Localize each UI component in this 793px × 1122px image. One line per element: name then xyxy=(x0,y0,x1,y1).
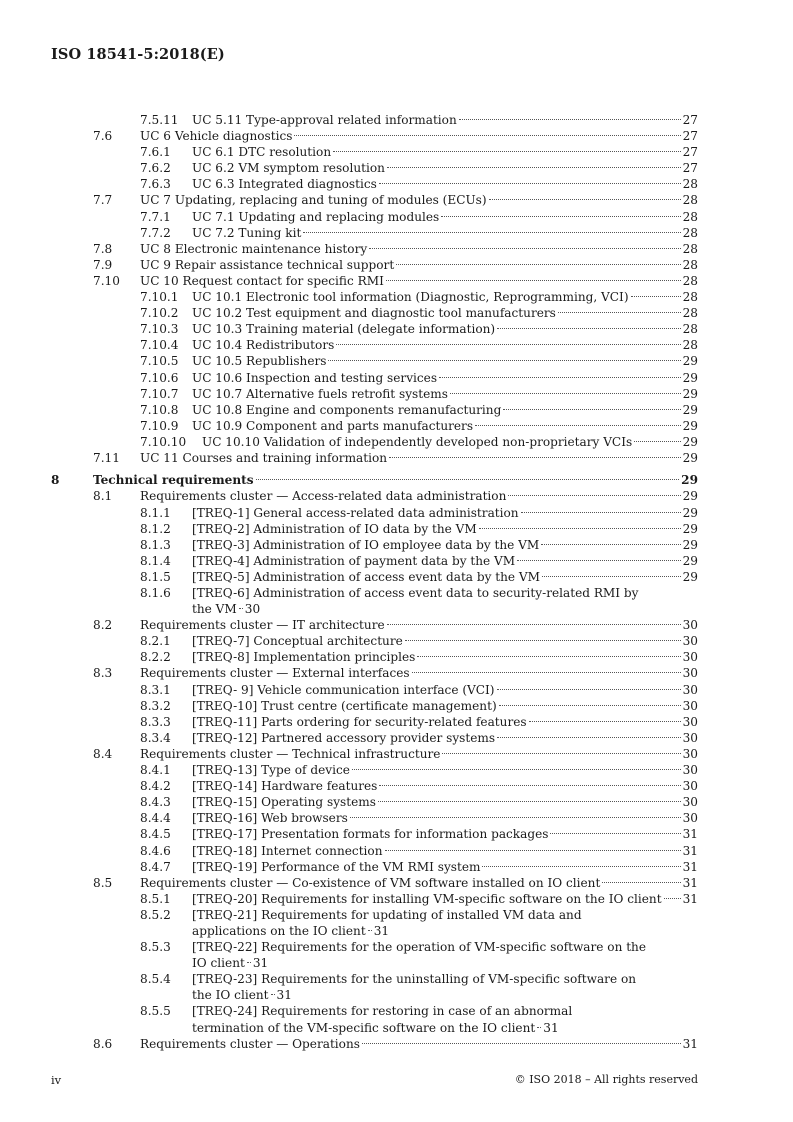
toc-entry-number: 8.4.5 xyxy=(140,827,171,842)
toc-entry-title: [TREQ-23] Requirements for the uninstalling of VM-specific software on xyxy=(192,972,637,987)
toc-entry-page: 29 xyxy=(682,370,698,385)
toc-entry-title: UC 7.1 Updating and replacing modules xyxy=(192,209,440,224)
toc-entry-title: [TREQ-20] Requirements for installing VM-specific software on the IO client xyxy=(192,891,662,906)
toc-entry-title: Requirements cluster — Access-related data administration xyxy=(140,489,507,504)
toc-entry-title-continued: the IO client xyxy=(192,988,269,1003)
toc-entry-page: 29 xyxy=(682,521,698,536)
toc-leader-dots xyxy=(497,737,681,738)
toc-entry-number: 8.5.2 xyxy=(140,907,171,922)
toc-leader-dots xyxy=(333,151,681,152)
toc-leader-dots xyxy=(529,721,681,722)
toc-entry-page: 29 xyxy=(682,402,698,417)
toc-leader-dots xyxy=(379,183,681,184)
toc-entry-title: [TREQ-5] Administration of access event data by the VM xyxy=(192,569,541,584)
toc-entry-number: 8.4 xyxy=(93,746,113,761)
toc-entry-title: Requirements cluster — External interfaces xyxy=(140,666,410,681)
toc-entry-page: 31 xyxy=(373,923,390,938)
toc-entry[interactable] xyxy=(0,794,793,810)
toc-leader-dots xyxy=(450,393,681,394)
toc-entry-title: Technical requirements xyxy=(93,473,254,488)
toc-entry-page: 28 xyxy=(682,273,698,288)
toc-leader-dots xyxy=(489,199,681,200)
toc-leader-dots xyxy=(412,672,681,673)
toc-entry-title: Requirements cluster — Co-existence of VM software installed on IO client xyxy=(140,875,601,890)
toc-entry-title: Requirements cluster — Technical infrastructure xyxy=(140,746,441,761)
toc-entry-title: [TREQ-22] Requirements for the operation of VM-specific software on the xyxy=(192,940,647,955)
toc-entry-title: [TREQ-18] Internet connection xyxy=(192,843,383,858)
toc-entry[interactable] xyxy=(0,321,793,337)
toc-entry-title: UC 10.5 Republishers xyxy=(192,354,327,369)
toc-entry-number: 7.10.4 xyxy=(140,338,179,353)
toc-entry[interactable] xyxy=(0,488,793,504)
toc-entry[interactable] xyxy=(0,450,793,466)
toc-entry-page: 28 xyxy=(682,290,698,305)
toc-entry-number: 8.4.2 xyxy=(140,779,171,794)
toc-entry-title: UC 5.11 Type-approval related information xyxy=(192,113,457,127)
page-number: iv xyxy=(51,1073,62,1087)
toc-entry-number: 8.5.5 xyxy=(140,1004,171,1019)
toc-entry[interactable] xyxy=(0,569,793,585)
toc-leader-dots xyxy=(497,328,680,329)
toc-entry-number: 7.5.11 xyxy=(140,113,179,127)
toc-entry-number: 7.6.3 xyxy=(140,177,171,192)
toc-leader-dots xyxy=(497,689,681,690)
toc-leader-dots xyxy=(336,344,680,345)
toc-entry-number: 8.1.5 xyxy=(140,569,171,584)
toc-entry-title-continued: IO client xyxy=(192,956,245,971)
toc-entry[interactable] xyxy=(0,778,793,794)
toc-entry[interactable] xyxy=(0,370,793,386)
toc-leader-dots xyxy=(479,528,681,529)
toc-entry-title: [TREQ-3] Administration of IO employee data by the VM xyxy=(192,537,540,552)
toc-entry-title: [TREQ-21] Requirements for updating of installed VM data and xyxy=(192,907,582,922)
toc-entry-page: 30 xyxy=(682,714,698,729)
toc-entry-number: 8.1.2 xyxy=(140,521,171,536)
toc-entry-page: 31 xyxy=(682,827,698,842)
toc-entry-number: 8.5.1 xyxy=(140,891,171,906)
toc-entry-title: [TREQ-4] Administration of payment data by the VM xyxy=(192,553,516,568)
toc-entry[interactable] xyxy=(0,241,793,257)
toc-leader-dots xyxy=(247,962,251,963)
toc-entry-number: 7.11 xyxy=(93,450,120,465)
toc-entry-number: 8.6 xyxy=(93,1036,113,1051)
toc-entry-page: 31 xyxy=(543,1020,559,1035)
toc-leader-dots xyxy=(537,1027,541,1028)
toc-entry[interactable] xyxy=(0,859,793,875)
toc-entry-page: 31 xyxy=(682,843,698,858)
toc-leader-dots xyxy=(328,360,680,361)
toc-leader-dots xyxy=(459,119,681,120)
toc-entry-page: 28 xyxy=(682,241,698,256)
toc-entry-title-continued: applications on the IO client xyxy=(192,923,366,938)
toc-entry[interactable] xyxy=(0,144,793,160)
toc-entry-number: 7.10.1 xyxy=(140,290,179,305)
toc-entry-number: 7.7.2 xyxy=(140,225,171,240)
toc-entry-page: 30 xyxy=(682,811,698,826)
toc-entry-number: 7.6.2 xyxy=(140,161,171,176)
toc-entry[interactable] xyxy=(0,289,793,305)
toc-entry-number: 7.10.5 xyxy=(140,354,179,369)
toc-entry[interactable] xyxy=(0,176,793,192)
toc-entry[interactable] xyxy=(0,746,793,762)
toc-entry-title: [TREQ-1] General access-related data administration xyxy=(192,505,519,520)
toc-entry-title: UC 7.2 Tuning kit xyxy=(192,225,302,240)
toc-leader-dots xyxy=(558,312,681,313)
toc-entry[interactable] xyxy=(0,665,793,681)
toc-entry[interactable] xyxy=(0,386,793,402)
toc-leader-dots xyxy=(362,1043,681,1044)
toc-entry-title: UC 10.9 Component and parts manufacturers xyxy=(192,418,474,433)
toc-entry-number: 8.1.1 xyxy=(140,505,171,520)
toc-entry-number: 8.3.3 xyxy=(140,714,171,729)
toc-entry-title-continued: the VM xyxy=(192,602,237,617)
toc-entry-page: 29 xyxy=(682,434,698,449)
toc-entry[interactable] xyxy=(0,521,793,537)
toc-entry[interactable] xyxy=(0,537,793,553)
toc-entry[interactable] xyxy=(0,305,793,321)
toc-entry-page: 31 xyxy=(276,988,292,1003)
toc-entry-title: UC 10.10 Validation of independently developed non-proprietary VCIs xyxy=(202,434,633,449)
toc-entry-number: 8.1.6 xyxy=(140,586,171,601)
toc-entry-page: 30 xyxy=(682,698,698,713)
toc-entry-page: 28 xyxy=(682,225,698,240)
toc-entry[interactable] xyxy=(0,939,793,971)
toc-entry-title: [TREQ-14] Hardware features xyxy=(192,779,378,794)
toc-entry-title: UC 10.4 Redistributors xyxy=(192,338,335,353)
toc-leader-dots xyxy=(352,769,681,770)
toc-entry[interactable] xyxy=(0,402,793,418)
toc-entry-page: 30 xyxy=(682,618,698,633)
toc-entry[interactable] xyxy=(0,633,793,649)
toc-entry[interactable] xyxy=(0,337,793,353)
copyright-notice: © ISO 2018 – All rights reserved xyxy=(514,1073,698,1086)
toc-leader-dots xyxy=(503,409,680,410)
toc-entry-title: UC 6 Vehicle diagnostics xyxy=(140,129,293,144)
toc-entry-title: [TREQ-8] Implementation principles xyxy=(192,650,416,665)
toc-entry-title: UC 11 Courses and training information xyxy=(140,450,388,465)
toc-leader-dots xyxy=(499,705,681,706)
toc-entry[interactable] xyxy=(0,714,793,730)
toc-entry-page: 30 xyxy=(682,682,698,697)
toc-entry[interactable] xyxy=(0,891,793,907)
toc-entry-title: UC 7 Updating, replacing and tuning of modules (ECUs) xyxy=(140,193,487,208)
toc-entry-page: 29 xyxy=(682,489,698,504)
toc-entry-title: UC 10.3 Training material (delegate information) xyxy=(192,322,496,337)
toc-entry[interactable] xyxy=(0,875,793,891)
toc-entry-number: 8.5.3 xyxy=(140,940,171,955)
toc-entry[interactable] xyxy=(0,273,793,289)
toc-entry-title: [TREQ-13] Type of device xyxy=(192,763,350,778)
toc-leader-dots xyxy=(239,608,243,609)
toc-entry-title: [TREQ- 9] Vehicle communication interface (VCI) xyxy=(192,682,495,697)
toc-entry-page: 31 xyxy=(682,891,698,906)
toc-entry-number: 7.9 xyxy=(93,257,113,272)
toc-entry-number: 8.3.1 xyxy=(140,682,171,697)
toc-entry[interactable] xyxy=(0,810,793,826)
toc-entry-page: 29 xyxy=(682,505,698,520)
toc-leader-dots xyxy=(602,882,680,883)
toc-leader-dots xyxy=(385,850,681,851)
toc-entry[interactable] xyxy=(0,907,793,939)
toc-entry-number: 7.10.8 xyxy=(140,402,179,417)
toc-entry-number: 8.3.2 xyxy=(140,698,171,713)
toc-leader-dots xyxy=(379,785,680,786)
toc-entry[interactable] xyxy=(0,826,793,842)
toc-entry-number: 8.1 xyxy=(93,489,113,504)
toc-entry-page: 28 xyxy=(682,338,698,353)
toc-leader-dots xyxy=(542,576,681,577)
toc-entry-number: 7.6.1 xyxy=(140,145,171,160)
toc-entry-title: UC 9 Repair assistance technical support xyxy=(140,257,395,272)
toc-entry[interactable] xyxy=(0,112,793,128)
toc-entry-title: Requirements cluster — Operations xyxy=(140,1036,360,1051)
toc-entry-page: 29 xyxy=(682,569,698,584)
toc-entry[interactable] xyxy=(0,649,793,665)
toc-entry-title: UC 6.2 VM symptom resolution xyxy=(192,161,385,176)
toc-entry-page: 29 xyxy=(682,553,698,568)
toc-entry-number: 7.10.2 xyxy=(140,306,179,321)
toc-entry-title: UC 6.3 Integrated diagnostics xyxy=(192,177,377,192)
toc-entry-page: 31 xyxy=(682,859,698,874)
toc-entry-title: Requirements cluster — IT architecture xyxy=(140,618,385,633)
toc-entry[interactable] xyxy=(0,192,793,208)
toc-leader-dots xyxy=(368,930,372,931)
toc-entry-number: 8.3 xyxy=(93,666,113,681)
table-of-contents xyxy=(0,112,793,1052)
toc-leader-dots xyxy=(482,866,680,867)
toc-entry[interactable] xyxy=(0,585,793,617)
toc-leader-dots xyxy=(541,544,680,545)
document-id: ISO 18541-5:2018(E) xyxy=(51,46,225,63)
toc-entry-title: [TREQ-19] Performance of the VM RMI system xyxy=(192,859,481,874)
toc-entry[interactable] xyxy=(0,472,793,488)
toc-entry-title: [TREQ-10] Trust centre (certificate management) xyxy=(192,698,497,713)
toc-entry-title: [TREQ-12] Partnered accessory provider systems xyxy=(192,730,496,745)
toc-entry-page: 28 xyxy=(682,177,698,192)
toc-leader-dots xyxy=(386,280,681,281)
toc-entry[interactable] xyxy=(0,843,793,859)
toc-entry-number: 7.10.3 xyxy=(140,322,179,337)
toc-entry-number: 7.10.9 xyxy=(140,418,179,433)
toc-entry[interactable] xyxy=(0,128,793,144)
toc-entry-title: UC 8 Electronic maintenance history xyxy=(140,241,368,256)
toc-entry[interactable] xyxy=(0,971,793,1003)
toc-leader-dots xyxy=(396,264,680,265)
toc-entry-number: 7.6 xyxy=(93,129,113,144)
toc-entry[interactable] xyxy=(0,418,793,434)
toc-entry-title: UC 10.8 Engine and components remanufacturing xyxy=(192,402,502,417)
toc-entry[interactable] xyxy=(0,1036,793,1052)
toc-entry-number: 7.10.6 xyxy=(140,370,179,385)
toc-entry[interactable] xyxy=(0,682,793,698)
toc-entry-number: 7.7.1 xyxy=(140,209,171,224)
toc-entry[interactable] xyxy=(0,505,793,521)
toc-leader-dots xyxy=(517,560,680,561)
toc-entry-page: 29 xyxy=(682,418,698,433)
toc-entry-title: UC 10.1 Electronic tool information (Diagnostic, Reprogramming, VCI) xyxy=(192,290,629,305)
toc-leader-dots xyxy=(369,248,680,249)
toc-entry-page: 30 xyxy=(682,746,698,761)
toc-entry[interactable] xyxy=(0,225,793,241)
toc-entry-number: 8.1.4 xyxy=(140,553,171,568)
toc-entry-title-continued: termination of the VM-specific software on the IO client xyxy=(192,1020,536,1035)
toc-leader-dots xyxy=(442,753,680,754)
toc-entry[interactable] xyxy=(0,698,793,714)
toc-leader-dots xyxy=(256,479,680,480)
toc-entry-page: 28 xyxy=(682,209,698,224)
toc-leader-dots xyxy=(475,425,681,426)
toc-entry-title: [TREQ-16] Web browsers xyxy=(192,811,348,826)
toc-leader-dots xyxy=(378,801,681,802)
toc-leader-dots xyxy=(550,833,680,834)
toc-entry-page: 31 xyxy=(682,1036,698,1051)
toc-entry-title: [TREQ-7] Conceptual architecture xyxy=(192,634,403,649)
toc-entry-number: 8.1.3 xyxy=(140,537,171,552)
toc-entry[interactable] xyxy=(0,160,793,176)
toc-entry-title: UC 10.2 Test equipment and diagnostic tool manufacturers xyxy=(192,306,556,321)
toc-entry-number: 8.4.3 xyxy=(140,795,171,810)
toc-entry-page: 29 xyxy=(682,354,698,369)
toc-entry-page: 28 xyxy=(682,322,698,337)
toc-entry-title: [TREQ-24] Requirements for restoring in case of an abnormal xyxy=(192,1004,573,1019)
toc-leader-dots xyxy=(634,441,680,442)
toc-entry-number: 8.4.7 xyxy=(140,859,171,874)
toc-leader-dots xyxy=(303,232,680,233)
toc-entry-number: 8.4.1 xyxy=(140,763,171,778)
toc-entry-number: 8.2 xyxy=(93,618,113,633)
toc-entry-title: [TREQ-17] Presentation formats for information packages xyxy=(192,827,549,842)
toc-entry-title: UC 10.6 Inspection and testing services xyxy=(192,370,438,385)
toc-leader-dots xyxy=(387,624,681,625)
toc-entry-page: 29 xyxy=(682,386,698,401)
toc-entry-number: 8.2.1 xyxy=(140,634,171,649)
toc-entry-page: 28 xyxy=(682,257,698,272)
toc-entry-number: 7.7 xyxy=(93,193,113,208)
toc-entry-title: [TREQ-15] Operating systems xyxy=(192,795,376,810)
toc-entry-number: 8 xyxy=(51,473,60,488)
toc-leader-dots xyxy=(271,994,275,995)
toc-leader-dots xyxy=(350,817,681,818)
toc-entry-page: 30 xyxy=(682,779,698,794)
toc-entry-title: UC 10 Request contact for specific RMI xyxy=(140,273,384,288)
toc-entry-number: 8.3.4 xyxy=(140,730,171,745)
toc-entry-number: 7.10 xyxy=(93,273,120,288)
toc-entry-page: 29 xyxy=(682,450,698,465)
toc-entry-number: 8.5 xyxy=(93,875,113,890)
toc-entry-page: 30 xyxy=(682,730,698,745)
toc-entry-page: 31 xyxy=(252,956,269,971)
toc-entry-number: 7.10.7 xyxy=(140,386,179,401)
toc-entry-page: 30 xyxy=(244,602,261,617)
toc-leader-dots xyxy=(294,135,680,136)
toc-entry-page: 30 xyxy=(682,763,698,778)
toc-leader-dots xyxy=(417,656,680,657)
toc-entry-title: [TREQ-6] Administration of access event data to security-related RMI by xyxy=(192,586,639,601)
toc-entry-number: 7.10.10 xyxy=(140,434,187,449)
toc-leader-dots xyxy=(439,377,681,378)
toc-entry[interactable] xyxy=(0,257,793,273)
toc-entry-page: 29 xyxy=(682,537,698,552)
toc-leader-dots xyxy=(508,495,680,496)
toc-entry[interactable] xyxy=(0,1003,793,1035)
toc-entry-page: 27 xyxy=(682,145,698,160)
toc-entry[interactable] xyxy=(0,730,793,746)
toc-entry-title: UC 10.7 Alternative fuels retrofit systems xyxy=(192,386,448,401)
toc-entry-page: 30 xyxy=(682,795,698,810)
toc-entry-number: 8.4.6 xyxy=(140,843,171,858)
toc-entry-page: 30 xyxy=(682,666,698,681)
toc-entry-page: 28 xyxy=(682,193,698,208)
toc-entry-page: 30 xyxy=(682,634,698,649)
toc-leader-dots xyxy=(389,457,681,458)
toc-leader-dots xyxy=(405,640,681,641)
toc-leader-dots xyxy=(387,167,681,168)
toc-entry[interactable] xyxy=(0,209,793,225)
toc-entry-title: [TREQ-2] Administration of IO data by the VM xyxy=(192,521,477,536)
toc-leader-dots xyxy=(521,512,681,513)
toc-entry-number: 8.5.4 xyxy=(140,972,171,987)
toc-entry-title: [TREQ-11] Parts ordering for security-related features xyxy=(192,714,527,729)
toc-entry-page: 27 xyxy=(682,161,698,176)
toc-entry-number: 7.8 xyxy=(93,241,113,256)
toc-entry-title: UC 6.1 DTC resolution xyxy=(192,145,332,160)
toc-leader-dots xyxy=(664,898,681,899)
toc-entry-page: 27 xyxy=(682,113,698,127)
toc-entry-page: 28 xyxy=(682,306,698,321)
toc-entry[interactable] xyxy=(0,353,793,369)
toc-leader-dots xyxy=(631,296,681,297)
toc-entry-page: 30 xyxy=(682,650,698,665)
toc-entry[interactable] xyxy=(0,762,793,778)
toc-entry-page: 31 xyxy=(682,875,698,890)
toc-entry-page: 29 xyxy=(681,473,698,488)
toc-leader-dots xyxy=(441,216,680,217)
toc-entry-number: 8.4.4 xyxy=(140,811,171,826)
toc-entry[interactable] xyxy=(0,617,793,633)
toc-entry[interactable] xyxy=(0,553,793,569)
toc-entry-page: 27 xyxy=(682,129,698,144)
toc-entry-number: 8.2.2 xyxy=(140,650,171,665)
toc-entry[interactable] xyxy=(0,434,793,450)
